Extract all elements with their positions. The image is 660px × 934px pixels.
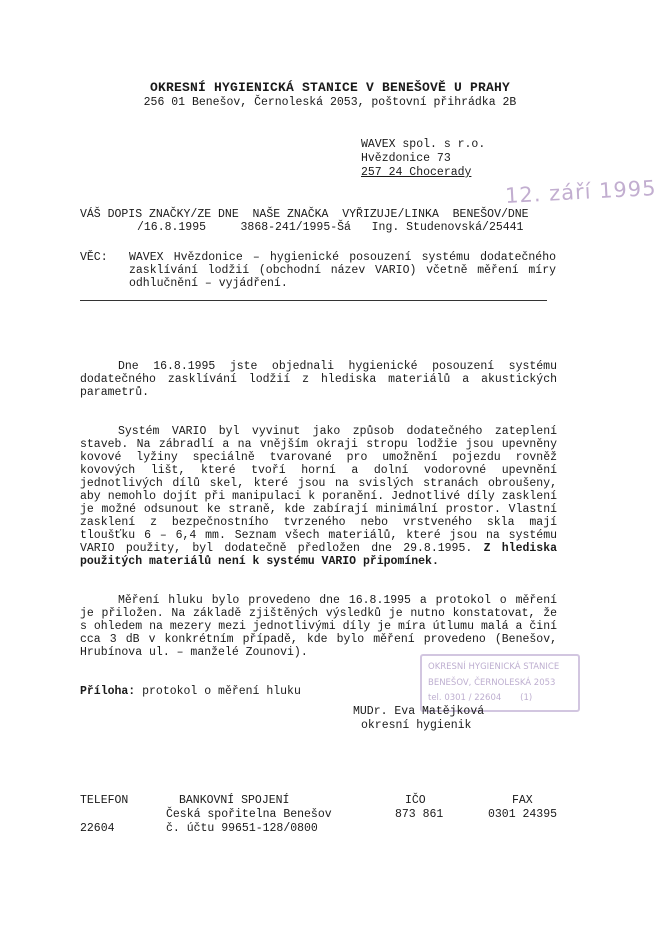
bank-account: č. účtu 99651-128/0800 — [166, 822, 318, 835]
fax-label: FAX — [512, 794, 533, 807]
attachment-label: Příloha: — [80, 685, 136, 698]
office-stamp-line1: OKRESNÍ HYGIENICKÁ STANICE — [428, 662, 560, 672]
recipient-street: Hvězdonice 73 — [361, 152, 451, 165]
subject-divider — [80, 300, 547, 301]
office-stamp-line2: BENEŠOV, ČERNOLESKÁ 2053 — [428, 678, 556, 688]
paragraph-noise: Měření hluku bylo provedeno dne 16.8.1995 a protokol o měření je přiložen. Na základě zjištěných výsledků je nutno konstatovat, že s ohledem na mezery mezi jednotlivými díly je míra útlumu malá a činí cca 3 dB v konkrétním případě, kde bylo měření provedeno (Benešov, Hrubínova ul. – manželé Zounovi). — [80, 594, 557, 659]
office-address: 256 01 Benešov, Černoleská 2053, poštovní přihrádka 2B — [143, 96, 517, 109]
telefon-label: TELEFON — [80, 794, 129, 807]
recipient-city: 257 24 Chocerady — [361, 166, 472, 179]
reference-labels: VÁŠ DOPIS ZNAČKY/ZE DNE NAŠE ZNAČKA VYŘIZUJE/LINKA BENEŠOV/DNE — [80, 208, 529, 221]
office-stamp — [420, 654, 580, 712]
fax-value: 0301 24395 — [488, 808, 558, 821]
system-description: Systém VARIO byl vyvinut jako způsob dodatečného zateplení staveb. Na zábradlí a na vnějším okraji stropu lodžie jsou upevněny kovové lyžiny speciálně tvarované pro umožnění pojezdu rovněž kovových lišt, které tvoří horní a dolní vodorovné upevnění jednotlivých dílů skel, které jsou na svislých stranách obroušeny, aby nemohlo dojít při manipulaci k poranění. Jednotlivé díly zasklení je možné odsunout ke straně, kde zabírají minimální prostor. Vlastní zasklení z bezpečnostního tvrzeného nebo vrstveného skla mají tloušťku 6 – 6,4 mm. Seznam všech materiálů, které jsou na systému VARIO použity, byl dodatečně předložen dne 29.8.1995. — [80, 425, 557, 555]
bank-name: Česká spořitelna Benešov — [166, 808, 332, 821]
reference-values: /16.8.1995 3868-241/1995-Šá Ing. Studenovská/25441 — [137, 221, 524, 234]
subject-label: VĚC: — [80, 251, 108, 264]
recipient-company: WAVEX spol. s r.o. — [361, 138, 486, 151]
paragraph-system — [80, 425, 557, 568]
office-title: OKRESNÍ HYGIENICKÁ STANICE V BENEŠOVĚ U PRAHY — [149, 80, 511, 95]
office-stamp-line3: tel. 0301 / 22604 (1) — [428, 693, 533, 703]
subject-text: WAVEX Hvězdonice – hygienické posouzení systému dodatečného zasklívání lodžií (obchodní název VARIO) včetně měření míry odhlučnění – vyjádření. — [129, 251, 556, 290]
signatory-title: okresní hygienik — [361, 719, 472, 732]
attachment-text: protokol o měření hluku — [142, 685, 301, 698]
bank-label: BANKOVNÍ SPOJENÍ — [179, 794, 290, 807]
telefon-value: 22604 — [80, 822, 115, 835]
materials-conclusion: Z hlediska použitých materiálů není k systému VARIO připomínek. — [80, 542, 558, 568]
signatory-name: MUDr. Eva Matějková — [353, 705, 485, 718]
ico-label: IČO — [405, 794, 426, 807]
paragraph-order: Dne 16.8.1995 jste objednali hygienické posouzení systému dodatečného zasklívání lodžií z hlediska materiálů a akustických parametrů. — [80, 360, 557, 399]
ico-value: 873 861 — [395, 808, 444, 821]
received-date-stamp: 12. září 1995 — [504, 176, 658, 208]
